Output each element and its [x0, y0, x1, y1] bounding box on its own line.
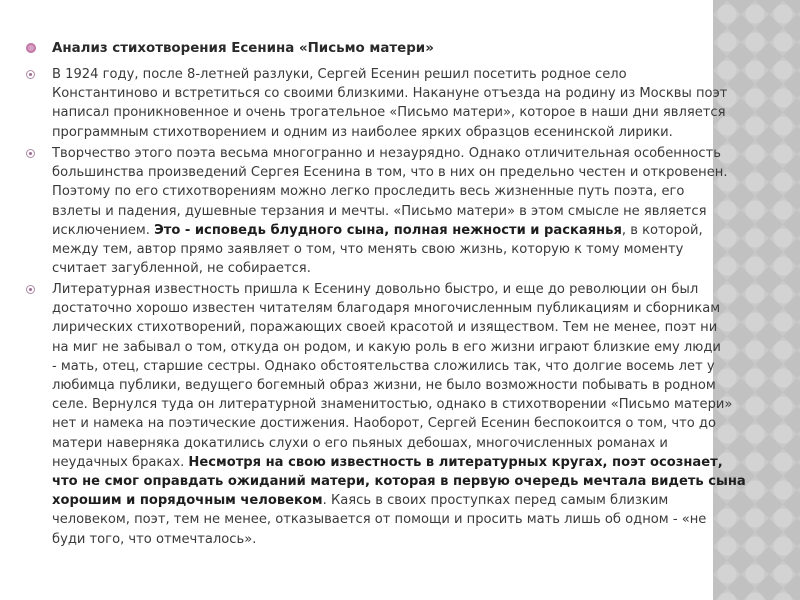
paragraph-3: [52, 280, 752, 549]
text-segment: , в которой,: [621, 222, 703, 238]
text-line: [52, 376, 752, 395]
text-line: [52, 202, 752, 221]
paragraph-bullet-icon: [26, 70, 35, 79]
text-segment: В 1924 году, после 8-летней разлуки, Сергей Есенин решил посетить родное село: [52, 67, 627, 82]
text-segment: человеком, поэт, тем не менее, отказывается от помощи и просить мать лишь об одном - «не: [52, 512, 707, 528]
text-line: [52, 491, 752, 510]
text-segment: достаточно хорошо известен читателям благодаря многочисленным публикациям и сборникам: [52, 301, 721, 317]
bold-text-segment: Несмотря на свою известность в литературных кругах, поэт осознает,: [188, 454, 723, 470]
text-segment: написал проникновенное и очень трогательное «Письмо матери», которое в наши дни является: [52, 105, 726, 121]
text-line: [52, 221, 752, 240]
text-segment: буди того, что отмечталось».: [52, 531, 257, 547]
text-segment: Творчество этого поэта весьма многогранно и незаурядно. Однако отличительная особенность: [52, 146, 721, 161]
text-segment: Литературная известность пришла к Есенину довольно быстро, и еще до революции он был: [52, 282, 699, 297]
text-segment: нет и намека на поэтические достижения. Наоборот, Сергей Есенин беспокоится о том, что до: [52, 416, 716, 432]
bold-text-segment: хорошим и порядочным человеком: [52, 493, 323, 509]
text-line: [52, 510, 752, 529]
text-line: [52, 240, 752, 259]
text-line: [52, 84, 752, 103]
paragraph-bullet-icon: [26, 285, 35, 294]
text-segment: . Каясь в своих проступках перед самым близким: [322, 493, 669, 509]
text-line: [52, 123, 752, 142]
text-segment: программным стихотворением и одним из наиболее ярких образцов есенинской лирики.: [52, 124, 673, 140]
text-segment: взлеты и падения, душевные терзания и мечты. «Письмо матери» в этом смысле не является: [52, 203, 707, 219]
text-segment: Константиново и встретиться со своими близкими. Накануне отъезда на родину из Москвы поэт: [52, 86, 728, 102]
text-segment: - мать, отец, старшие сестры. Однако обстоятельства сложились так, что долгие восемь лет у: [52, 358, 715, 374]
text-segment: считает загубленной, не собирается.: [52, 261, 311, 277]
slide-title-item: [52, 39, 752, 58]
text-segment: Поэтому по его стихотворениям можно легко проследить весь жизненные путь поэта, его: [52, 184, 685, 200]
text-segment: большинства произведений Сергея Есенина в том, что в них он предельно честен и откровенен.: [52, 165, 728, 181]
bold-text-segment: что не смог оправдать ожиданий матери, которая в первую очередь мечтала видеть сына: [52, 474, 746, 490]
text-segment: селе. Вернулся туда он литературной знаменитостью, однако в стихотворении «Письмо матери»: [52, 397, 733, 413]
text-line: [52, 395, 752, 414]
text-segment: исключением.: [52, 222, 155, 238]
text-line: [52, 453, 752, 472]
text-line: [52, 318, 752, 337]
slide-title: Анализ стихотворения Есенина «Письмо матери»: [52, 41, 434, 56]
paragraph-1: [52, 65, 752, 142]
text-line: [52, 182, 752, 201]
text-line: [52, 259, 752, 278]
text-line: [52, 280, 752, 299]
text-line: [52, 299, 752, 318]
text-segment: на миг не забывал о том, откуда он родом, и какую роль в его жизни играют близкие ему люди: [52, 339, 721, 355]
text-line: [52, 144, 752, 163]
text-segment: между тем, автор прямо заявляет о том, что менять свою жизнь, которую к тому моменту: [52, 242, 684, 258]
text-line: [52, 338, 752, 357]
text-line: [52, 414, 752, 433]
text-line: [52, 65, 752, 84]
text-line: [52, 472, 752, 491]
paragraph-2: [52, 144, 752, 278]
text-segment: матери наверняка докатились слухи о его пьяных дебошах, многочисленных романах и: [52, 435, 668, 451]
text-line: [52, 357, 752, 376]
bold-text-segment: Это - исповедь блудного сына, полная нежности и раскаянья: [154, 222, 622, 238]
text-segment: любимца публики, ведущего богемный образ жизни, не было возможности побывать в родном: [52, 378, 716, 394]
text-line: [52, 434, 752, 453]
title-bullet-icon: [26, 43, 36, 53]
paragraph-bullet-icon: [26, 149, 35, 158]
text-line: [52, 163, 752, 182]
text-segment: неудачных браках.: [52, 454, 189, 470]
text-line: [52, 103, 752, 122]
text-line: [52, 530, 752, 549]
text-segment: лирических стихотворений, поражающих своей красотой и изяществом. Тем не менее, поэт ни: [52, 320, 718, 336]
